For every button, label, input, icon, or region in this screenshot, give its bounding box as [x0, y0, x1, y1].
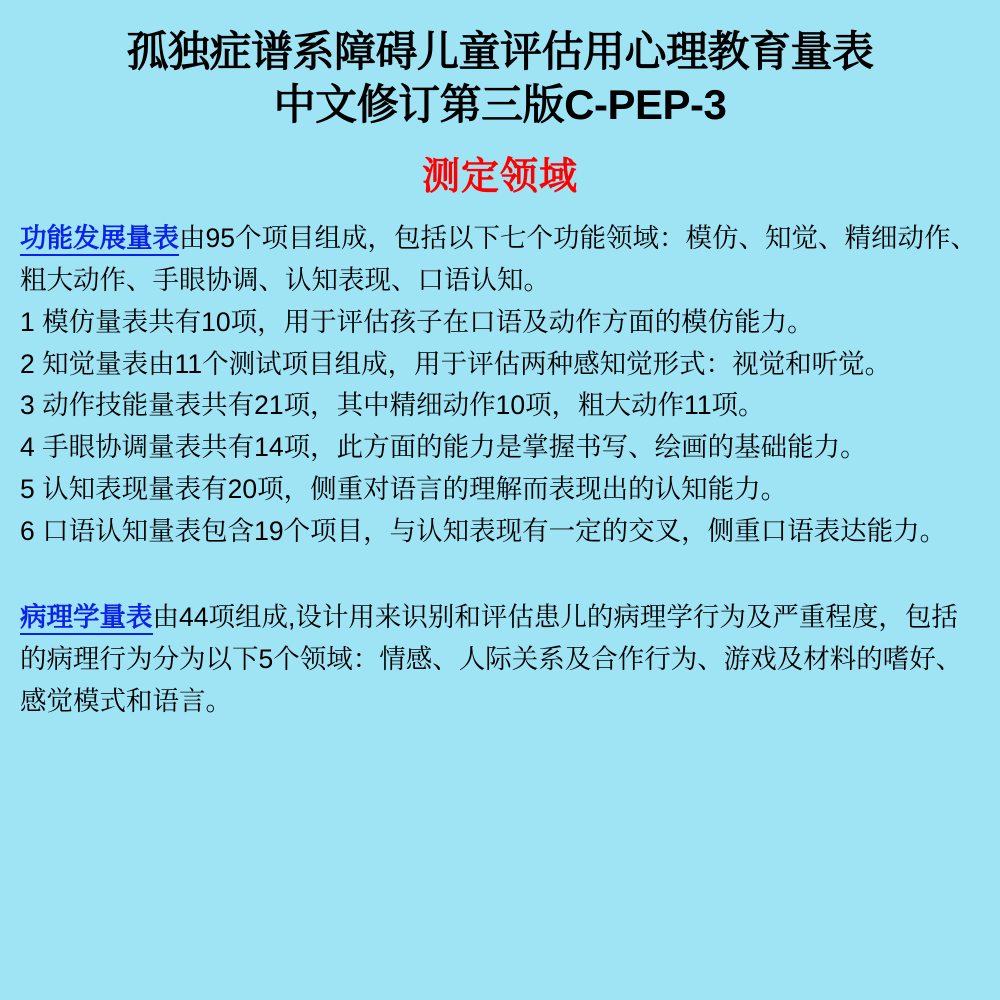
list-item: 2 知觉量表由11个测试项目组成，用于评估两种感知觉形式：视觉和听觉。 — [20, 348, 892, 379]
keyword-functional-scale: 功能发展量表 — [20, 223, 179, 256]
list-item: 4 手眼协调量表共有14项，此方面的能力是掌握书写、绘画的基础能力。 — [20, 432, 867, 463]
paragraph-functional-scale-intro — [20, 218, 980, 302]
list-item: 5 认知表现量表有20项，侧重对语言的理解而表现出的认知能力。 — [20, 474, 788, 505]
document-body — [14, 218, 986, 722]
paragraph-spacer — [20, 553, 980, 597]
title-line-1: 孤独症谱系障碍儿童评估用心理教育量表 — [126, 28, 874, 75]
paragraph-pathology-scale-intro — [20, 597, 980, 723]
keyword-pathology-scale: 病理学量表 — [20, 602, 153, 635]
section-heading: 测定领域 — [421, 156, 578, 198]
title-line-2: 中文修订第三版C-PEP-3 — [273, 80, 727, 128]
list-item: 3 动作技能量表共有21项，其中精细动作10项，粗大动作11项。 — [20, 390, 765, 421]
list-item: 6 口语认知量表包含19个项目，与认知表现有一定的交叉，侧重口语表达能力。 — [20, 516, 947, 547]
page-title — [14, 26, 986, 131]
functional-scale-intro-text: 由95个项目组成，包括以下七个功能领域：模仿、知觉、精细动作、粗大动作、手眼协调、认知表现、口语认知。 — [20, 223, 977, 295]
pathology-scale-intro-text: 由44项组成,设计用来识别和评估患儿的病理学行为及严重程度，包括的病理行为分为以下5个领域：情感、人际关系及合作行为、游戏及材料的嗜好、感觉模式和语言。 — [20, 601, 963, 716]
list-item: 1 模仿量表共有10项，用于评估孩子在口语及动作方面的模仿能力。 — [20, 306, 814, 337]
